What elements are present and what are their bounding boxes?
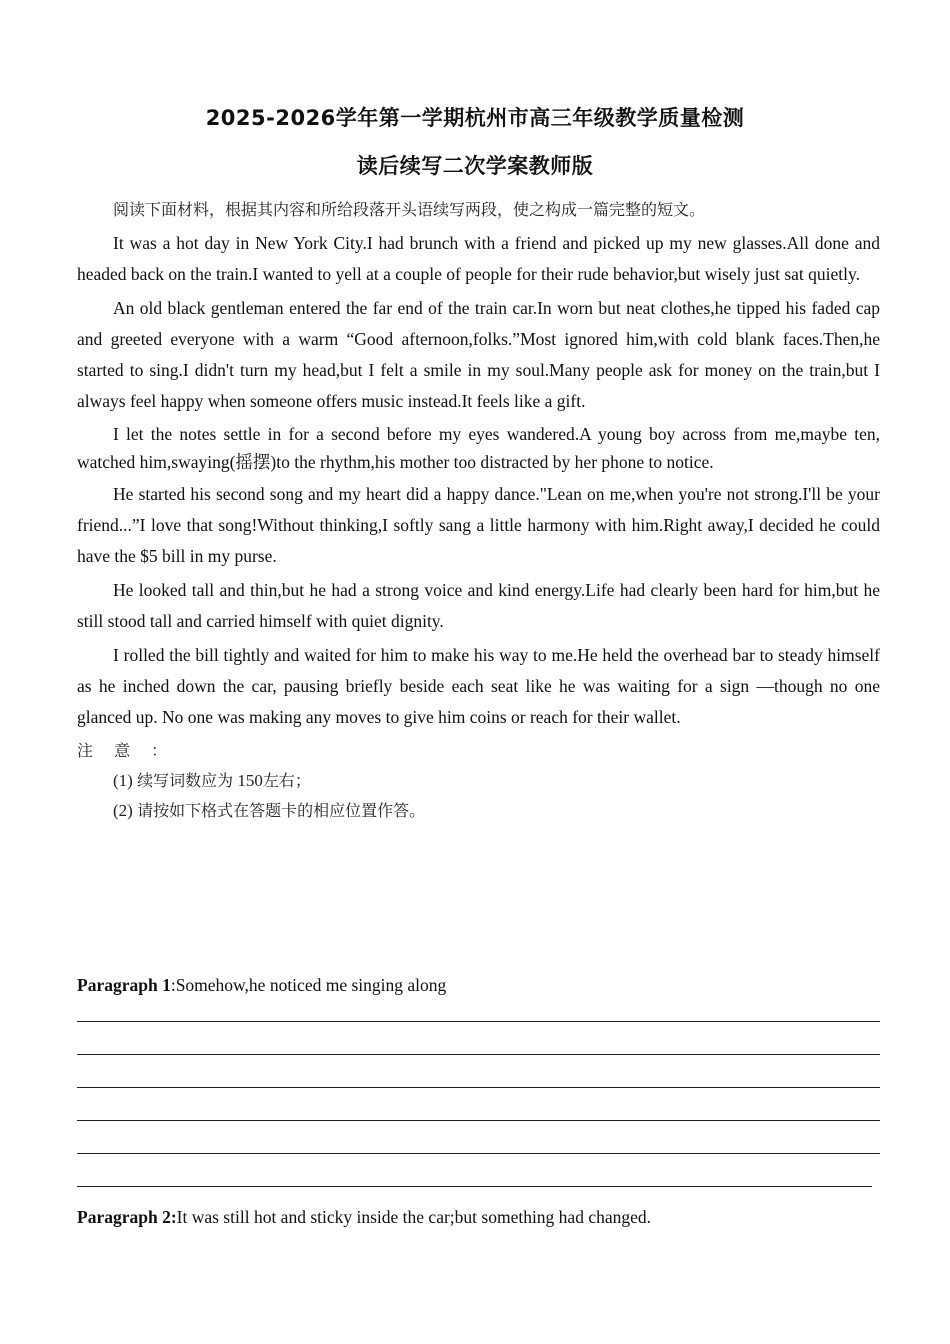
writing-line[interactable] [77,1087,880,1088]
note-number: (2) [113,801,133,820]
writing-line[interactable] [77,1120,880,1121]
writing-line[interactable] [77,1186,872,1187]
paragraph1-prompt [77,972,446,998]
story-paragraph: An old black gentleman entered the far end of the train car.In worn but neat clothes,he tipped his faded cap and greeted everyone with a warm “Good afternoon,folks.”Most ignored him,with cold blank faces.Then,he started to sing.I didn't turn my head,but I felt a smile in my soul.Many people ask for money on the train,but I always feel happy when someone offers music instead.It feels like a gift. [77,298,880,411]
note-suffix: 左右； [262,771,311,790]
paragraph2-label: Paragraph 2: [77,1207,177,1227]
note-item [77,796,880,826]
notes-title: 注 意 ： [77,741,176,760]
note-item [77,766,880,796]
page-title: 2025-2026学年第一学期杭州市高三年级教学质量检测 [205,106,745,130]
reading-material [77,196,880,826]
note-text: 续写词数应为 [137,771,234,790]
writing-line[interactable] [77,1153,880,1154]
paragraph1-opening: :Somehow,he noticed me singing along [170,975,447,995]
paragraph1-label: Paragraph 1 [77,975,171,995]
story-paragraph: It was a hot day in New York City.I had brunch with a friend and picked up my new glasses.All done and headed back on the train.I wanted to yell at a couple of people for their rude behavior,but wisely just sat quietly. [77,233,880,284]
paragraph2-opening: It was still hot and sticky inside the car;but something had changed. [176,1207,652,1227]
page-subtitle: 读后续写二次学案教师版 [356,154,594,178]
story-paragraph: I let the notes settle in for a second before my eyes wandered.A young boy across from me,maybe ten, watched him,swaying(摇摆)to the rhythm,his mother too distracted by her phone to notice. [77,424,880,472]
writing-line[interactable] [77,1021,880,1022]
instructions: 阅读下面材料，根据其内容和所给段落开头语续写两段，使之构成一篇完整的短文。 [113,200,706,219]
note-text: 请按如下格式在答题卡的相应位置作答。 [137,801,426,820]
paragraph2-prompt [77,1204,651,1230]
note-number: (1) [113,771,133,790]
writing-line[interactable] [77,1054,880,1055]
word-count: 150 [237,771,263,790]
story-paragraph: He started his second song and my heart did a happy dance."Lean on me,when you're not strong.I'll be your friend...”I love that song!Without thinking,I softly sang a little harmony with him.Right away,I decided he could have the $5 bill in my purse. [77,484,880,566]
story-paragraph: I rolled the bill tightly and waited for him to make his way to me.He held the overhead bar to steady himself as he inched down the car, pausing briefly beside each seat like he was waiting for a sign —though no one glanced up. No one was making any moves to give him coins or reach for their wallet. [77,645,880,727]
story-paragraph: He looked tall and thin,but he had a strong voice and kind energy.Life had clearly been hard for him,but he still stood tall and carried himself with quiet dignity. [77,580,880,631]
